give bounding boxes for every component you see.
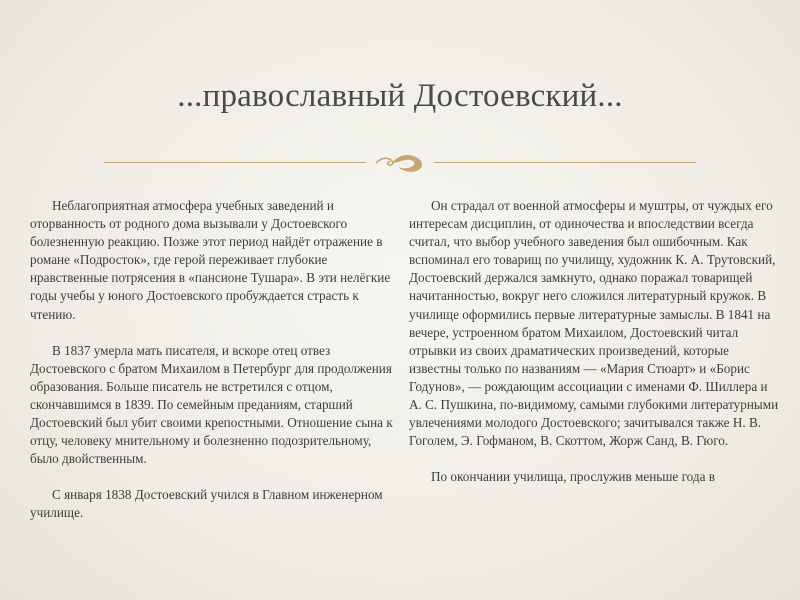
- left-paragraph-3: С января 1838 Достоевский учился в Главном инженерном училище.: [30, 487, 383, 521]
- left-paragraph-1: Неблагоприятная атмосфера учебных заведений и оторванность от родного дома вызывали у Достоевского болезненную реакцию. Позже этот период найдёт отражение в романе «Подросток», где герой переживает глубокие нравственные потрясения в «пансионе Тушара». В эти нелёгкие годы учебы у юного Достоевского пробуждается страсть к чтению.: [30, 198, 391, 322]
- divider-line-right: [434, 162, 696, 163]
- slide-title: ...православный Достоевский...: [177, 78, 623, 114]
- left-column: [30, 197, 398, 541]
- right-paragraph-2: По окончании училища, прослужив меньше года в: [431, 469, 715, 485]
- divider-line-left: [104, 162, 366, 163]
- left-paragraph-2: В 1837 умерла мать писателя, и вскоре отец отвез Достоевского с братом Михаилом в Петербург для продолжения образования. Больше писатель не встретился с отцом, скончавшимся в 1839. По семейным преданиям, старший Достоевский был убит своими крепостными. Отношение сына к отцу, человеку мнительному и болезненно подозрительному, было двойственным.: [30, 342, 393, 467]
- right-paragraph-1: Он страдал от военной атмосферы и муштры, от чуждых его интересам дисциплин, от одиночества и впоследствии всегда считал, что выбор учебного заведения был ошибочным. Как вспоминал его товарищ по училищу, художник К. А. Трутовский, Достоевский держался замкнуто, однако поражал товарищей начитанностью, вокруг него сложился литературный кружок. В училище оформились первые литературные замыслы. В 1841 на вечере, устроенном братом Михаилом, Достоевский читал отрывки из своих драматических произведений, которые известны только по названиям — «Мария Стюарт» и «Борис Годунов», — рождающим ассоциации с именами Ф. Шиллера и А. С. Пушкина, по-видимому, самыми глубокими литературными увлечениями молодого Достоевского; зачитывался также Н. В. Гоголем, Э. Гофманом, В. Скоттом, Жорж Санд, В. Гюго.: [409, 198, 779, 449]
- right-column: [409, 197, 779, 504]
- title-divider: [104, 151, 696, 175]
- fleuron-ornament-icon: [372, 151, 428, 175]
